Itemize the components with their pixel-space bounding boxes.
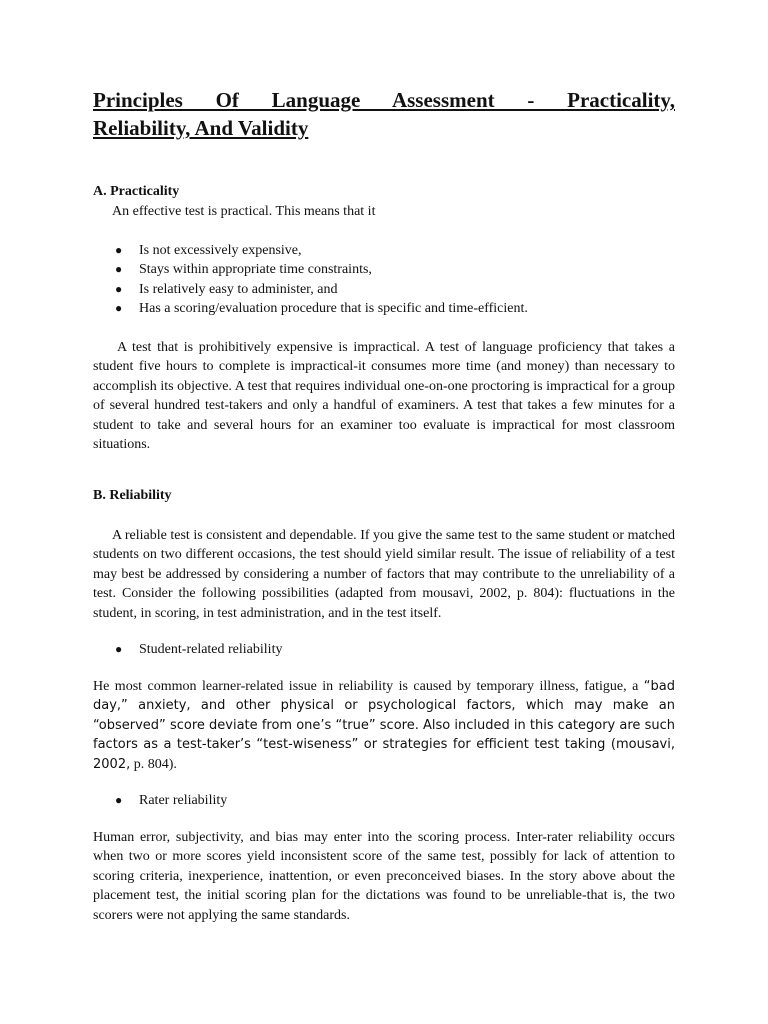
bullet-icon: ● (115, 301, 123, 315)
bullet-icon: ● (115, 262, 123, 276)
section-a-heading: A. Practicality (93, 184, 180, 199)
list-item (93, 791, 675, 811)
student-reliability-bullet (93, 640, 675, 660)
paragraph-start: He most common learner-related issue in reliability is caused by temporary illness, fatigue, a (93, 678, 644, 694)
paragraph-end: p. 804). (130, 756, 177, 772)
list-item-text: Student-related reliability (139, 642, 283, 657)
practicality-bullet-list (93, 241, 675, 319)
student-reliability-paragraph (93, 677, 675, 775)
bullet-icon: ● (115, 642, 123, 656)
rater-reliability-bullet (93, 791, 675, 811)
title-line-1: Principles Of Language Assessment - Practicality, (93, 88, 675, 112)
list-item (93, 260, 675, 280)
section-b-heading: B. Reliability (93, 487, 172, 503)
bullet-icon: ● (115, 281, 123, 296)
document-title (93, 86, 675, 142)
list-item-text: Rater reliability (139, 793, 228, 808)
list-item-text: Has a scoring/evaluation procedure that is specific and time-efficient. (139, 301, 528, 316)
list-item-text: Is not excessively expensive, (139, 242, 302, 258)
list-item-text: Stays within appropriate time constraints, (139, 262, 372, 277)
list-item (93, 280, 675, 300)
list-item (93, 299, 675, 319)
section-a-intro: An effective test is practical. This means that it (112, 204, 376, 219)
rater-reliability-paragraph: Human error, subjectivity, and bias may enter into the scoring process. Inter-rater reliability occurs when two or more scores yield inconsistent score of the same test, possibly for lack of attention to scoring criteria, inexperience, inattention, or even preconceived biases. In the story above about the placement test, the initial scoring plan for the dictations was found to be unreliable-that is, the two scorers were not applying the same standards. (93, 829, 675, 923)
list-item (93, 640, 675, 660)
list-item-text: Is relatively easy to administer, and (139, 281, 338, 297)
practicality-paragraph: A test that is prohibitively expensive is impractical. A test of language proficiency that takes a student five hours to complete is impractical-it consumes more time (and money) than necessary to accomplish its objective. A test that requires individual one-on-one proctoring is impractical for a group of several hundred test-takers and only a handful of examiners. A test that takes a few minutes for a student to take and several hours for an examiner too evaluate is impractical for most classroom situations. (93, 339, 675, 452)
title-line-2: Reliability, And Validity (93, 116, 309, 140)
bullet-icon: ● (115, 793, 123, 807)
bullet-icon: ● (115, 242, 123, 257)
document-page (93, 86, 675, 925)
list-item (93, 241, 675, 261)
reliability-paragraph: A reliable test is consistent and dependable. If you give the same test to the same student or matched students on two different occasions, the test should yield similar result. The issue of reliability of a test may best be addressed by considering a number of factors that may contribute to the unreliability of a test. Consider the following possibilities (adapted from mousavi, 2002, p. 804): fluctuations in the student, in scoring, in test administration, and in the test itself. (93, 527, 675, 621)
paragraph-sans-segment: “bad day,” anxiety, and other physical or psychological factors, which may make an “observed” score deviate from one’s “true” score. Also included in this category are such factors as a test-taker’s “test-wiseness” or strategies for efficient test taking (mousavi, 2002, (93, 678, 675, 772)
